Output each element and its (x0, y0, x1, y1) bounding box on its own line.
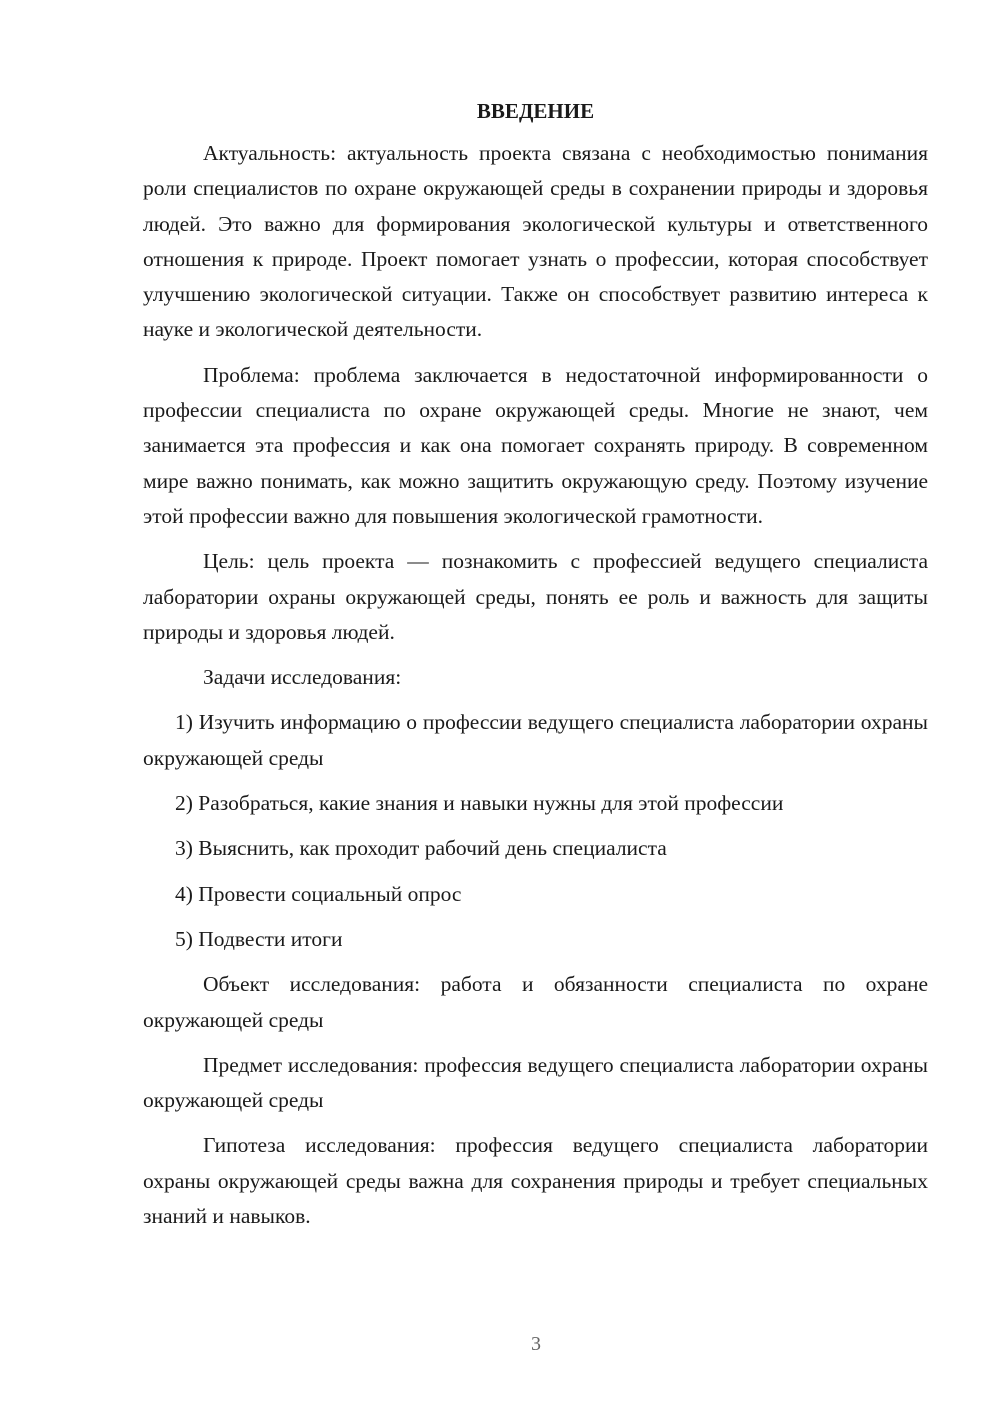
task-item: 2) Разобраться, какие знания и навыки нужны для этой профессии (175, 791, 784, 816)
paragraph-hypothesis: Гипотеза исследования: профессия ведущего специалиста лаборатории охраны окружающей среды важна для сохранения природы и требует специальных знаний и навыков. (143, 1133, 928, 1229)
task-item: 4) Провести социальный опрос (175, 881, 462, 906)
paragraph-object: Объект исследования: работа и обязанности специалиста по охране окружающей среды (143, 972, 928, 1032)
task-item: 1) Изучить информацию о профессии ведущего специалиста лаборатории охраны окружающей среды (143, 710, 928, 770)
paragraph-subject: Предмет исследования: профессия ведущего специалиста лаборатории охраны окружающей среды (143, 1052, 928, 1113)
paragraph-tasks-heading: Задачи исследования: (203, 665, 402, 690)
page-number: 3 (531, 1333, 541, 1355)
paragraph-relevance: Актуальность: актуальность проекта связана с необходимостью понимания роли специалистов по охране окружающей среды в сохранении природы и здоровья людей. Это важно для формирования экологической культуры и ответственного отношения к природе. Проект помогает узнать о профессии, которая способствует улучшению экологической ситуации. Также он способствует развитию интереса к науке и экологической деятельности. (143, 141, 928, 342)
paragraph-problem: Проблема: проблема заключается в недостаточной информированности о профессии специалиста по охране окружающей среды. Многие не знают, чем занимается эта профессия и как она помогает сохранять природу. В современном мире важно понимать, как можно защитить окружающую среду. Поэтому изучение этой профессии важно для повышения экологической грамотности. (143, 362, 928, 528)
section-title: ВВЕДЕНИЕ (476, 99, 595, 123)
task-item: 5) Подвести итоги (175, 926, 343, 951)
paragraph-goal: Цель: цель проекта — познакомить с профессией ведущего специалиста лаборатории охраны окружающей среды, понять ее роль и важность для защиты природы и здоровья людей. (143, 549, 928, 644)
task-item: 3) Выяснить, как проходит рабочий день специалиста (175, 836, 667, 861)
page-content (143, 97, 928, 1244)
